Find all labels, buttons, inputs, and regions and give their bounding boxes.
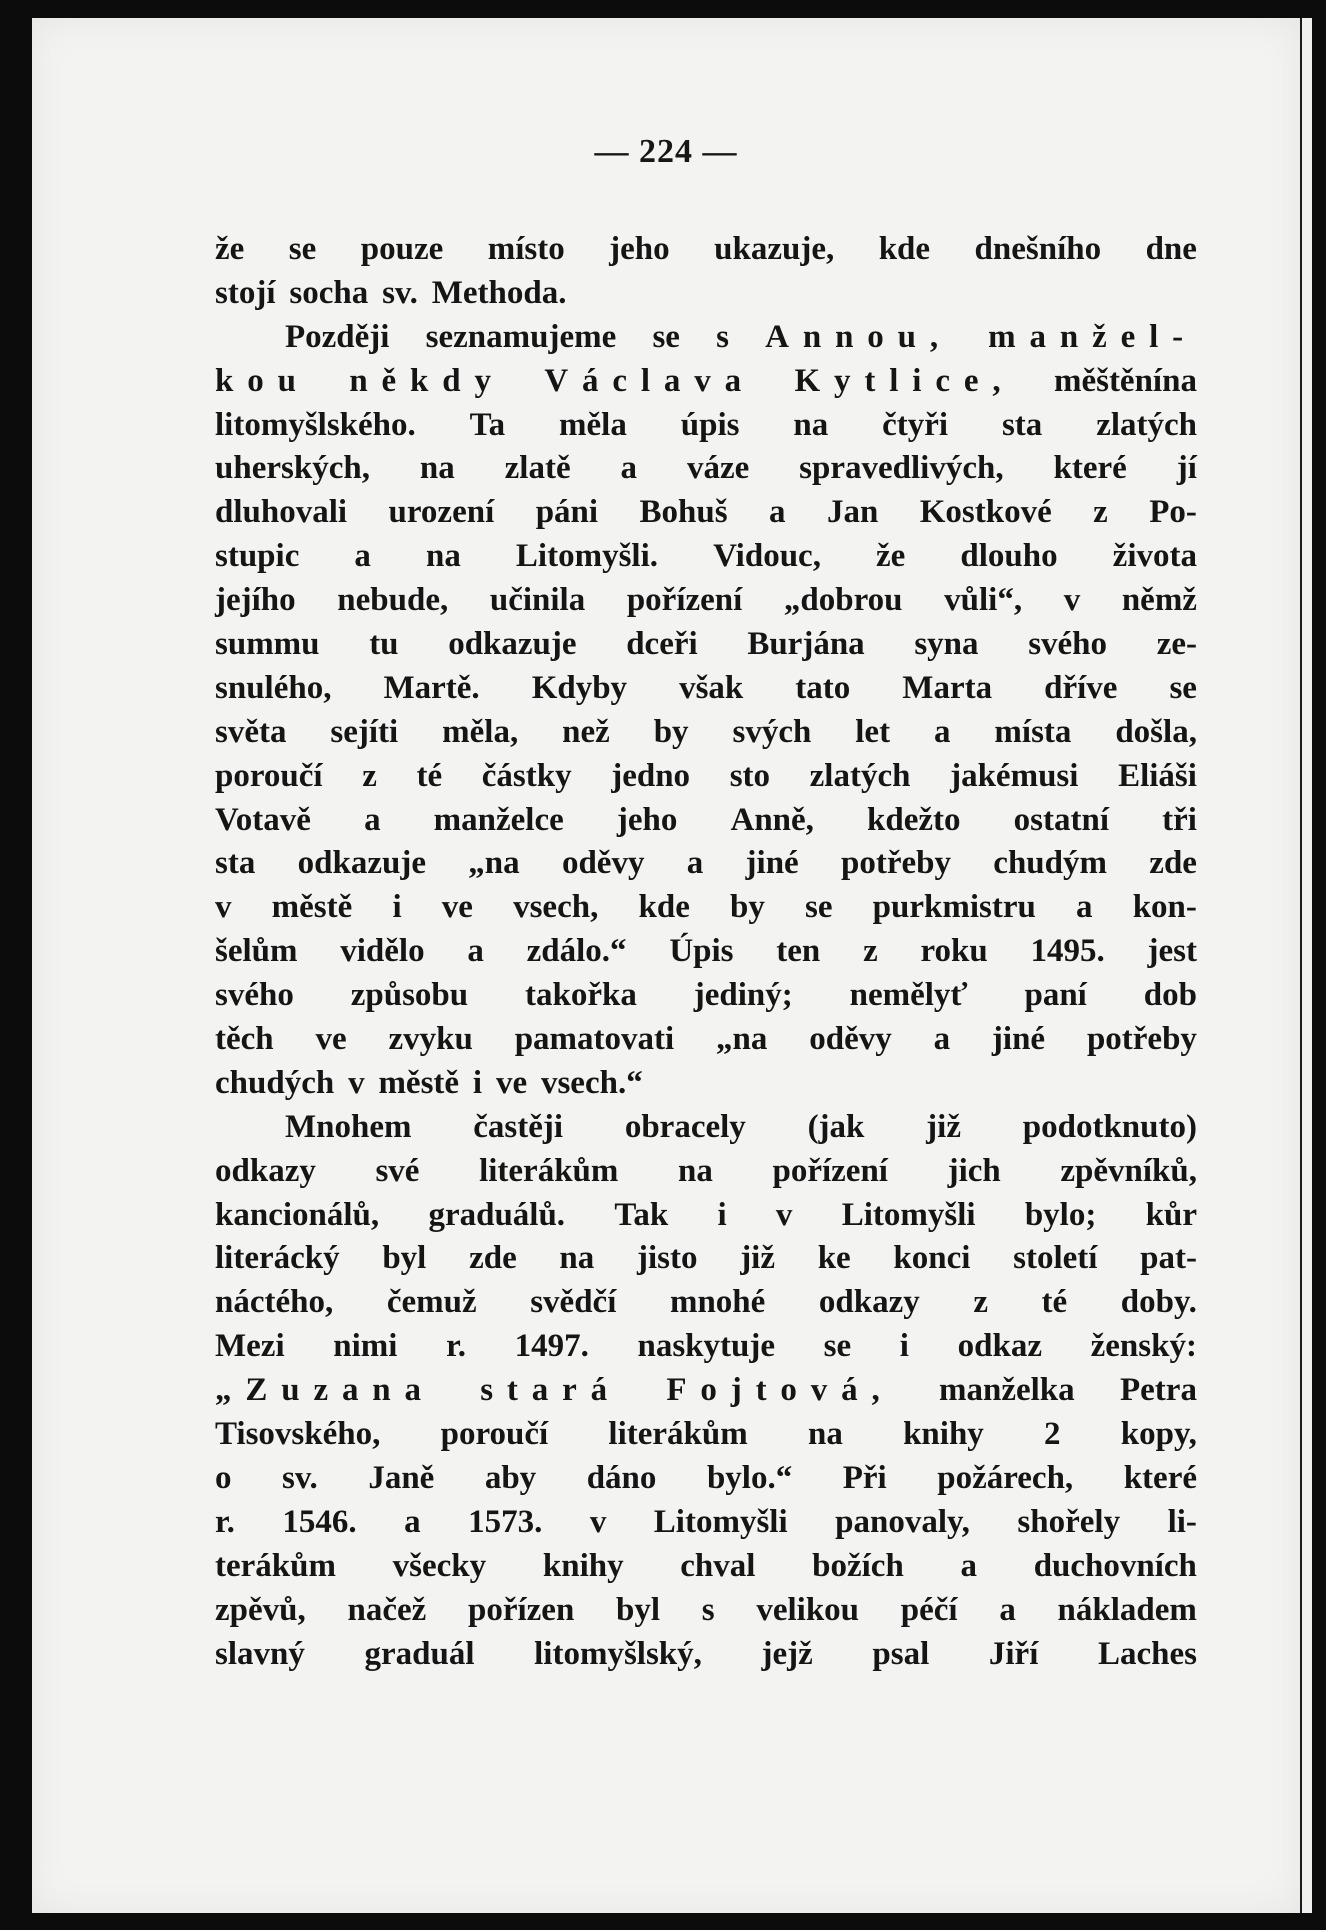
word: graduál xyxy=(364,1635,475,1672)
word: Mnohem xyxy=(285,1108,412,1145)
word: konci xyxy=(893,1240,971,1277)
word: z xyxy=(863,933,878,970)
word: sta xyxy=(1001,406,1043,443)
word: a xyxy=(769,494,786,531)
text-line xyxy=(215,1325,1197,1369)
word: slavný xyxy=(215,1635,305,1672)
word: odkazuje xyxy=(448,626,577,663)
word: chval xyxy=(680,1547,756,1584)
word: vidělo xyxy=(340,933,425,970)
word: s xyxy=(701,1591,715,1628)
word: z xyxy=(1093,494,1108,531)
word: pořízení xyxy=(772,1152,888,1189)
word: velikou xyxy=(756,1591,860,1628)
text-line xyxy=(215,228,1197,272)
word: z xyxy=(362,757,377,794)
word: chudých xyxy=(215,1064,335,1101)
word: svého xyxy=(1028,626,1108,663)
word: došla, xyxy=(1115,713,1197,750)
word: nemělyť xyxy=(849,977,968,1014)
word: a xyxy=(364,801,381,838)
word: o xyxy=(215,1459,232,1496)
word: se xyxy=(805,889,833,926)
word: summu xyxy=(215,626,320,663)
word: litomyšlského. xyxy=(215,406,416,443)
word: částky xyxy=(481,757,572,794)
text-line xyxy=(215,886,1197,930)
word: již xyxy=(740,1240,775,1277)
word: 1495. xyxy=(1030,933,1105,970)
word: „na xyxy=(468,845,520,882)
word: v xyxy=(775,1196,793,1233)
word: tři xyxy=(1162,801,1197,838)
word: dnešního xyxy=(974,231,1102,267)
word: jiné xyxy=(745,845,799,882)
word: se xyxy=(288,231,317,267)
word: bylo; xyxy=(1024,1196,1097,1233)
text-line xyxy=(215,1018,1197,1062)
word: Jiří xyxy=(988,1635,1039,1672)
word: panovaly, xyxy=(835,1503,970,1540)
text-line xyxy=(215,842,1197,886)
word: oděvy xyxy=(809,1021,892,1058)
word: všecky xyxy=(392,1547,487,1584)
word: nebude, xyxy=(337,582,449,619)
word: i xyxy=(899,1328,909,1365)
word: kou xyxy=(215,362,310,399)
word: a xyxy=(686,845,704,882)
word: Burjána xyxy=(747,626,865,663)
text-line xyxy=(215,1413,1197,1457)
word: které xyxy=(1123,1459,1197,1496)
word: manželka xyxy=(938,1372,1075,1409)
word: kancionálů, xyxy=(215,1196,380,1233)
word: svědčí xyxy=(530,1284,617,1321)
text-line xyxy=(215,1237,1197,1281)
word: s xyxy=(716,318,729,355)
word: požárech, xyxy=(937,1459,1074,1496)
word: manžel- xyxy=(988,318,1197,355)
word: kdežto xyxy=(867,801,961,838)
word: místa xyxy=(994,713,1072,750)
word: nákladem xyxy=(1057,1591,1197,1628)
word: dáno xyxy=(586,1459,657,1496)
word: Fojtová, xyxy=(666,1372,894,1409)
word: na xyxy=(678,1152,713,1189)
word: pamatovati xyxy=(514,1021,675,1058)
word: zpěvníků, xyxy=(1060,1152,1197,1189)
word: na xyxy=(807,1416,843,1453)
word: ke xyxy=(817,1240,851,1277)
word: zpěvů, xyxy=(215,1591,306,1628)
word: Votavě xyxy=(215,801,311,838)
word: Kdyby xyxy=(531,669,628,706)
word: by xyxy=(653,713,689,750)
word: r. xyxy=(215,1503,235,1540)
word: bylo.“ xyxy=(706,1459,793,1496)
word: nimi xyxy=(333,1328,398,1365)
word: ze- xyxy=(1156,626,1197,663)
word: a xyxy=(467,933,484,970)
word: terákům xyxy=(215,1547,336,1584)
word: již xyxy=(926,1108,961,1145)
word: sto xyxy=(729,757,771,794)
word: jiné xyxy=(991,1021,1046,1058)
word: a xyxy=(354,538,371,575)
word: literákům xyxy=(479,1152,619,1189)
word: němž xyxy=(1121,582,1197,619)
word: století xyxy=(1013,1240,1098,1277)
word: zlatých xyxy=(809,757,911,794)
word: zdálo.“ xyxy=(526,933,627,970)
word: litomyšlský, xyxy=(534,1635,702,1672)
text-line xyxy=(215,1589,1197,1633)
word: jejího xyxy=(215,582,296,619)
word: stojí xyxy=(215,274,276,311)
word: pat- xyxy=(1140,1240,1197,1277)
word: na xyxy=(425,538,461,575)
word: ve xyxy=(315,1021,347,1058)
word: doby. xyxy=(1120,1284,1197,1321)
word: snulého, xyxy=(215,669,332,706)
word: místo xyxy=(487,231,565,267)
word: shořely xyxy=(1017,1503,1121,1540)
word: roku xyxy=(920,933,988,970)
word: a xyxy=(933,713,951,750)
word: manželce xyxy=(433,801,564,838)
text-line xyxy=(215,623,1197,667)
text-line xyxy=(215,1457,1197,1501)
word: páni xyxy=(535,494,599,531)
word: které xyxy=(1053,450,1127,487)
word: svého xyxy=(215,977,294,1014)
word: 1546. xyxy=(282,1503,357,1540)
word: 1497. xyxy=(514,1328,589,1365)
word: r. xyxy=(446,1328,466,1365)
book-page xyxy=(32,18,1300,1913)
text-line xyxy=(215,1501,1197,1545)
word: socha xyxy=(289,274,369,311)
word: tu xyxy=(369,626,399,663)
word: pořízen xyxy=(467,1591,575,1628)
word: té xyxy=(416,757,443,794)
text-line xyxy=(215,535,1197,579)
word: li- xyxy=(1167,1503,1197,1540)
word: vsech, xyxy=(513,889,599,926)
word: než xyxy=(562,713,610,750)
word: života xyxy=(1112,538,1197,575)
word: byl xyxy=(382,1240,427,1277)
word: Anně, xyxy=(730,801,814,838)
page-number: — 224 — xyxy=(594,133,738,170)
word: zde xyxy=(469,1240,517,1277)
word: učinila xyxy=(489,582,586,619)
word: Janě xyxy=(368,1459,435,1496)
word: že xyxy=(215,231,245,267)
word: sejíti xyxy=(330,713,399,750)
page-edge xyxy=(1300,18,1312,1913)
word: vůli“, xyxy=(944,582,1023,619)
word: 2 xyxy=(1044,1416,1061,1453)
word: vsech.“ xyxy=(540,1064,643,1101)
word: a xyxy=(620,450,638,487)
text-line xyxy=(215,404,1197,448)
word: purkmistru xyxy=(872,889,1036,926)
text-line xyxy=(215,272,1197,316)
text-line xyxy=(215,1150,1197,1194)
word: však xyxy=(679,669,744,706)
word: Vidouc, xyxy=(713,538,821,575)
text-line xyxy=(215,579,1197,623)
word: Tak xyxy=(614,1196,669,1233)
word: městě xyxy=(378,1064,460,1101)
word: odkazy xyxy=(818,1284,920,1321)
word: obracely xyxy=(624,1108,746,1145)
word: potřeby xyxy=(1086,1021,1197,1058)
word: „na xyxy=(716,1021,768,1058)
word: literákům xyxy=(608,1416,748,1453)
word: jest xyxy=(1147,933,1197,970)
word: Při xyxy=(842,1459,887,1496)
word: čemuž xyxy=(386,1284,477,1321)
word: měla, xyxy=(442,713,519,750)
word: Marta xyxy=(902,669,993,706)
word: péčí xyxy=(900,1591,958,1628)
word: kde xyxy=(878,231,931,267)
word: té xyxy=(1041,1284,1068,1321)
body-text xyxy=(215,228,1197,1676)
word: dříve xyxy=(1044,669,1118,706)
word: božích xyxy=(812,1547,904,1584)
word: potřeby xyxy=(841,845,951,882)
text-line xyxy=(215,1194,1197,1238)
word: sv. xyxy=(282,1459,318,1496)
word: Petra xyxy=(1120,1372,1197,1409)
text-line xyxy=(215,1062,1197,1106)
word: v xyxy=(348,1064,365,1101)
word: svých xyxy=(732,713,812,750)
word: kde xyxy=(638,889,690,926)
word: jejž xyxy=(761,1635,813,1672)
word: světa xyxy=(215,713,287,750)
text-line xyxy=(215,930,1197,974)
word: aby xyxy=(484,1459,537,1496)
word: Eliáši xyxy=(1118,757,1197,794)
word: jeho xyxy=(616,801,678,838)
word: Úpis xyxy=(669,933,734,970)
word: Litomyšli. xyxy=(515,538,658,575)
word: Kostkové xyxy=(919,494,1052,531)
text-line xyxy=(215,1281,1197,1325)
word: seznamujeme xyxy=(425,318,617,355)
word: na xyxy=(559,1240,595,1277)
word: sv. xyxy=(382,274,418,311)
word: Václava xyxy=(544,362,756,399)
word: „Zuzana xyxy=(215,1372,435,1409)
word: v xyxy=(1063,582,1081,619)
word: stará xyxy=(480,1372,622,1409)
word: tato xyxy=(795,669,851,706)
word: častěji xyxy=(473,1108,564,1145)
word: i xyxy=(717,1196,727,1233)
word: dne xyxy=(1145,231,1197,267)
word: poroučí xyxy=(440,1416,549,1453)
word: dceři xyxy=(626,626,698,663)
word: sta xyxy=(215,845,256,882)
word: naskytuje xyxy=(637,1328,776,1365)
word: měštěnína xyxy=(1053,362,1197,399)
text-line xyxy=(215,1545,1197,1589)
word: Po- xyxy=(1149,494,1197,531)
text-line xyxy=(215,799,1197,843)
text-line xyxy=(215,711,1197,755)
word: i xyxy=(472,1064,483,1101)
word: pouze xyxy=(360,231,444,267)
text-line xyxy=(215,1106,1197,1150)
word: dluhovali xyxy=(215,494,348,531)
word: stupic xyxy=(215,538,300,575)
word: Litomyšli xyxy=(841,1196,976,1233)
text-line xyxy=(215,755,1197,799)
word: ukazuje, xyxy=(714,231,835,267)
word: syna xyxy=(914,626,979,663)
word: v xyxy=(215,889,232,926)
word: váze xyxy=(686,450,750,487)
word: dob xyxy=(1143,977,1197,1014)
word: podotknuto) xyxy=(1022,1108,1197,1145)
word: Methoda. xyxy=(431,274,567,311)
text-line xyxy=(215,316,1197,360)
word: čtyři xyxy=(882,406,949,443)
word: psal xyxy=(872,1635,930,1672)
word: byl xyxy=(616,1591,661,1628)
word: zde xyxy=(1149,845,1197,882)
word: kůr xyxy=(1145,1196,1197,1233)
word: jediný; xyxy=(693,977,793,1014)
word: mnohé xyxy=(669,1284,766,1321)
word: se xyxy=(652,318,680,355)
word: že xyxy=(876,538,906,575)
word: zlatě xyxy=(504,450,571,487)
word: těch xyxy=(215,1021,274,1058)
word: a xyxy=(960,1547,977,1584)
word: Annou, xyxy=(765,318,952,355)
word: urození xyxy=(388,494,495,531)
word: zlatých xyxy=(1096,406,1197,443)
word: knihy xyxy=(542,1547,624,1584)
word: šelům xyxy=(215,933,298,970)
word: odkazuje xyxy=(297,845,426,882)
word: zvyku xyxy=(388,1021,473,1058)
word: a xyxy=(1076,889,1093,926)
word: někdy xyxy=(349,362,505,399)
word: graduálů. xyxy=(428,1196,566,1233)
word: by xyxy=(730,889,765,926)
word: ve xyxy=(495,1064,528,1101)
word: úpis xyxy=(680,406,740,443)
word: Kytlice, xyxy=(794,362,1015,399)
word: i xyxy=(392,889,402,926)
word: na xyxy=(419,450,455,487)
word: Litomyšli xyxy=(653,1503,788,1540)
text-line xyxy=(215,1369,1197,1413)
word: jich xyxy=(947,1152,1001,1189)
word: způsobu xyxy=(350,977,469,1014)
word: načež xyxy=(347,1591,427,1628)
word: z xyxy=(973,1284,988,1321)
word: městě xyxy=(271,889,353,926)
word: v xyxy=(589,1503,607,1540)
word: a xyxy=(933,1021,951,1058)
word: jí xyxy=(1176,450,1197,487)
word: poroučí xyxy=(215,757,323,794)
word: kon- xyxy=(1132,889,1197,926)
word: (jak xyxy=(807,1108,865,1145)
word: a xyxy=(404,1503,421,1540)
word: Martě. xyxy=(383,669,480,706)
word: 1573. xyxy=(468,1503,543,1540)
word: kopy, xyxy=(1120,1416,1197,1453)
word: měla xyxy=(559,406,627,443)
word: jisto xyxy=(636,1240,698,1277)
text-line xyxy=(215,1633,1197,1677)
word: ostatní xyxy=(1013,801,1109,838)
word: Mezi xyxy=(215,1328,285,1365)
word: Bohuš xyxy=(639,494,728,531)
text-line xyxy=(215,667,1197,711)
word: své xyxy=(375,1152,420,1189)
word: odkazy xyxy=(215,1152,316,1189)
word: paní xyxy=(1024,977,1087,1014)
word: ve xyxy=(441,889,473,926)
word: ženský: xyxy=(1090,1328,1197,1365)
word: „dobrou xyxy=(783,582,903,619)
word: duchovních xyxy=(1033,1547,1197,1584)
word: let xyxy=(855,713,891,750)
word: Tisovského, xyxy=(215,1416,381,1453)
word: knihy xyxy=(903,1416,984,1453)
word: literácký xyxy=(215,1240,340,1277)
word: dlouho xyxy=(960,538,1058,575)
word: Jan xyxy=(826,494,879,531)
text-line xyxy=(215,360,1197,404)
word: se xyxy=(823,1328,852,1365)
word: na xyxy=(793,406,829,443)
word: jakémusi xyxy=(950,757,1079,794)
word: spravedlivých, xyxy=(799,450,1004,487)
text-line xyxy=(215,447,1197,491)
text-line xyxy=(215,974,1197,1018)
word: takořka xyxy=(525,977,637,1014)
word: chudým xyxy=(993,845,1107,882)
word: náctého, xyxy=(215,1284,334,1321)
word: pořízení xyxy=(626,582,743,619)
word: Později xyxy=(285,318,390,355)
word: se xyxy=(1169,669,1197,706)
word: Ta xyxy=(469,406,506,443)
word: uherských, xyxy=(215,450,370,487)
word: oděvy xyxy=(561,845,645,882)
word: ten xyxy=(776,933,821,970)
word: a xyxy=(999,1591,1016,1628)
word: odkaz xyxy=(957,1328,1042,1365)
text-line xyxy=(215,491,1197,535)
word: Laches xyxy=(1097,1635,1197,1672)
word: jeho xyxy=(609,231,670,267)
word: jedno xyxy=(611,757,691,794)
